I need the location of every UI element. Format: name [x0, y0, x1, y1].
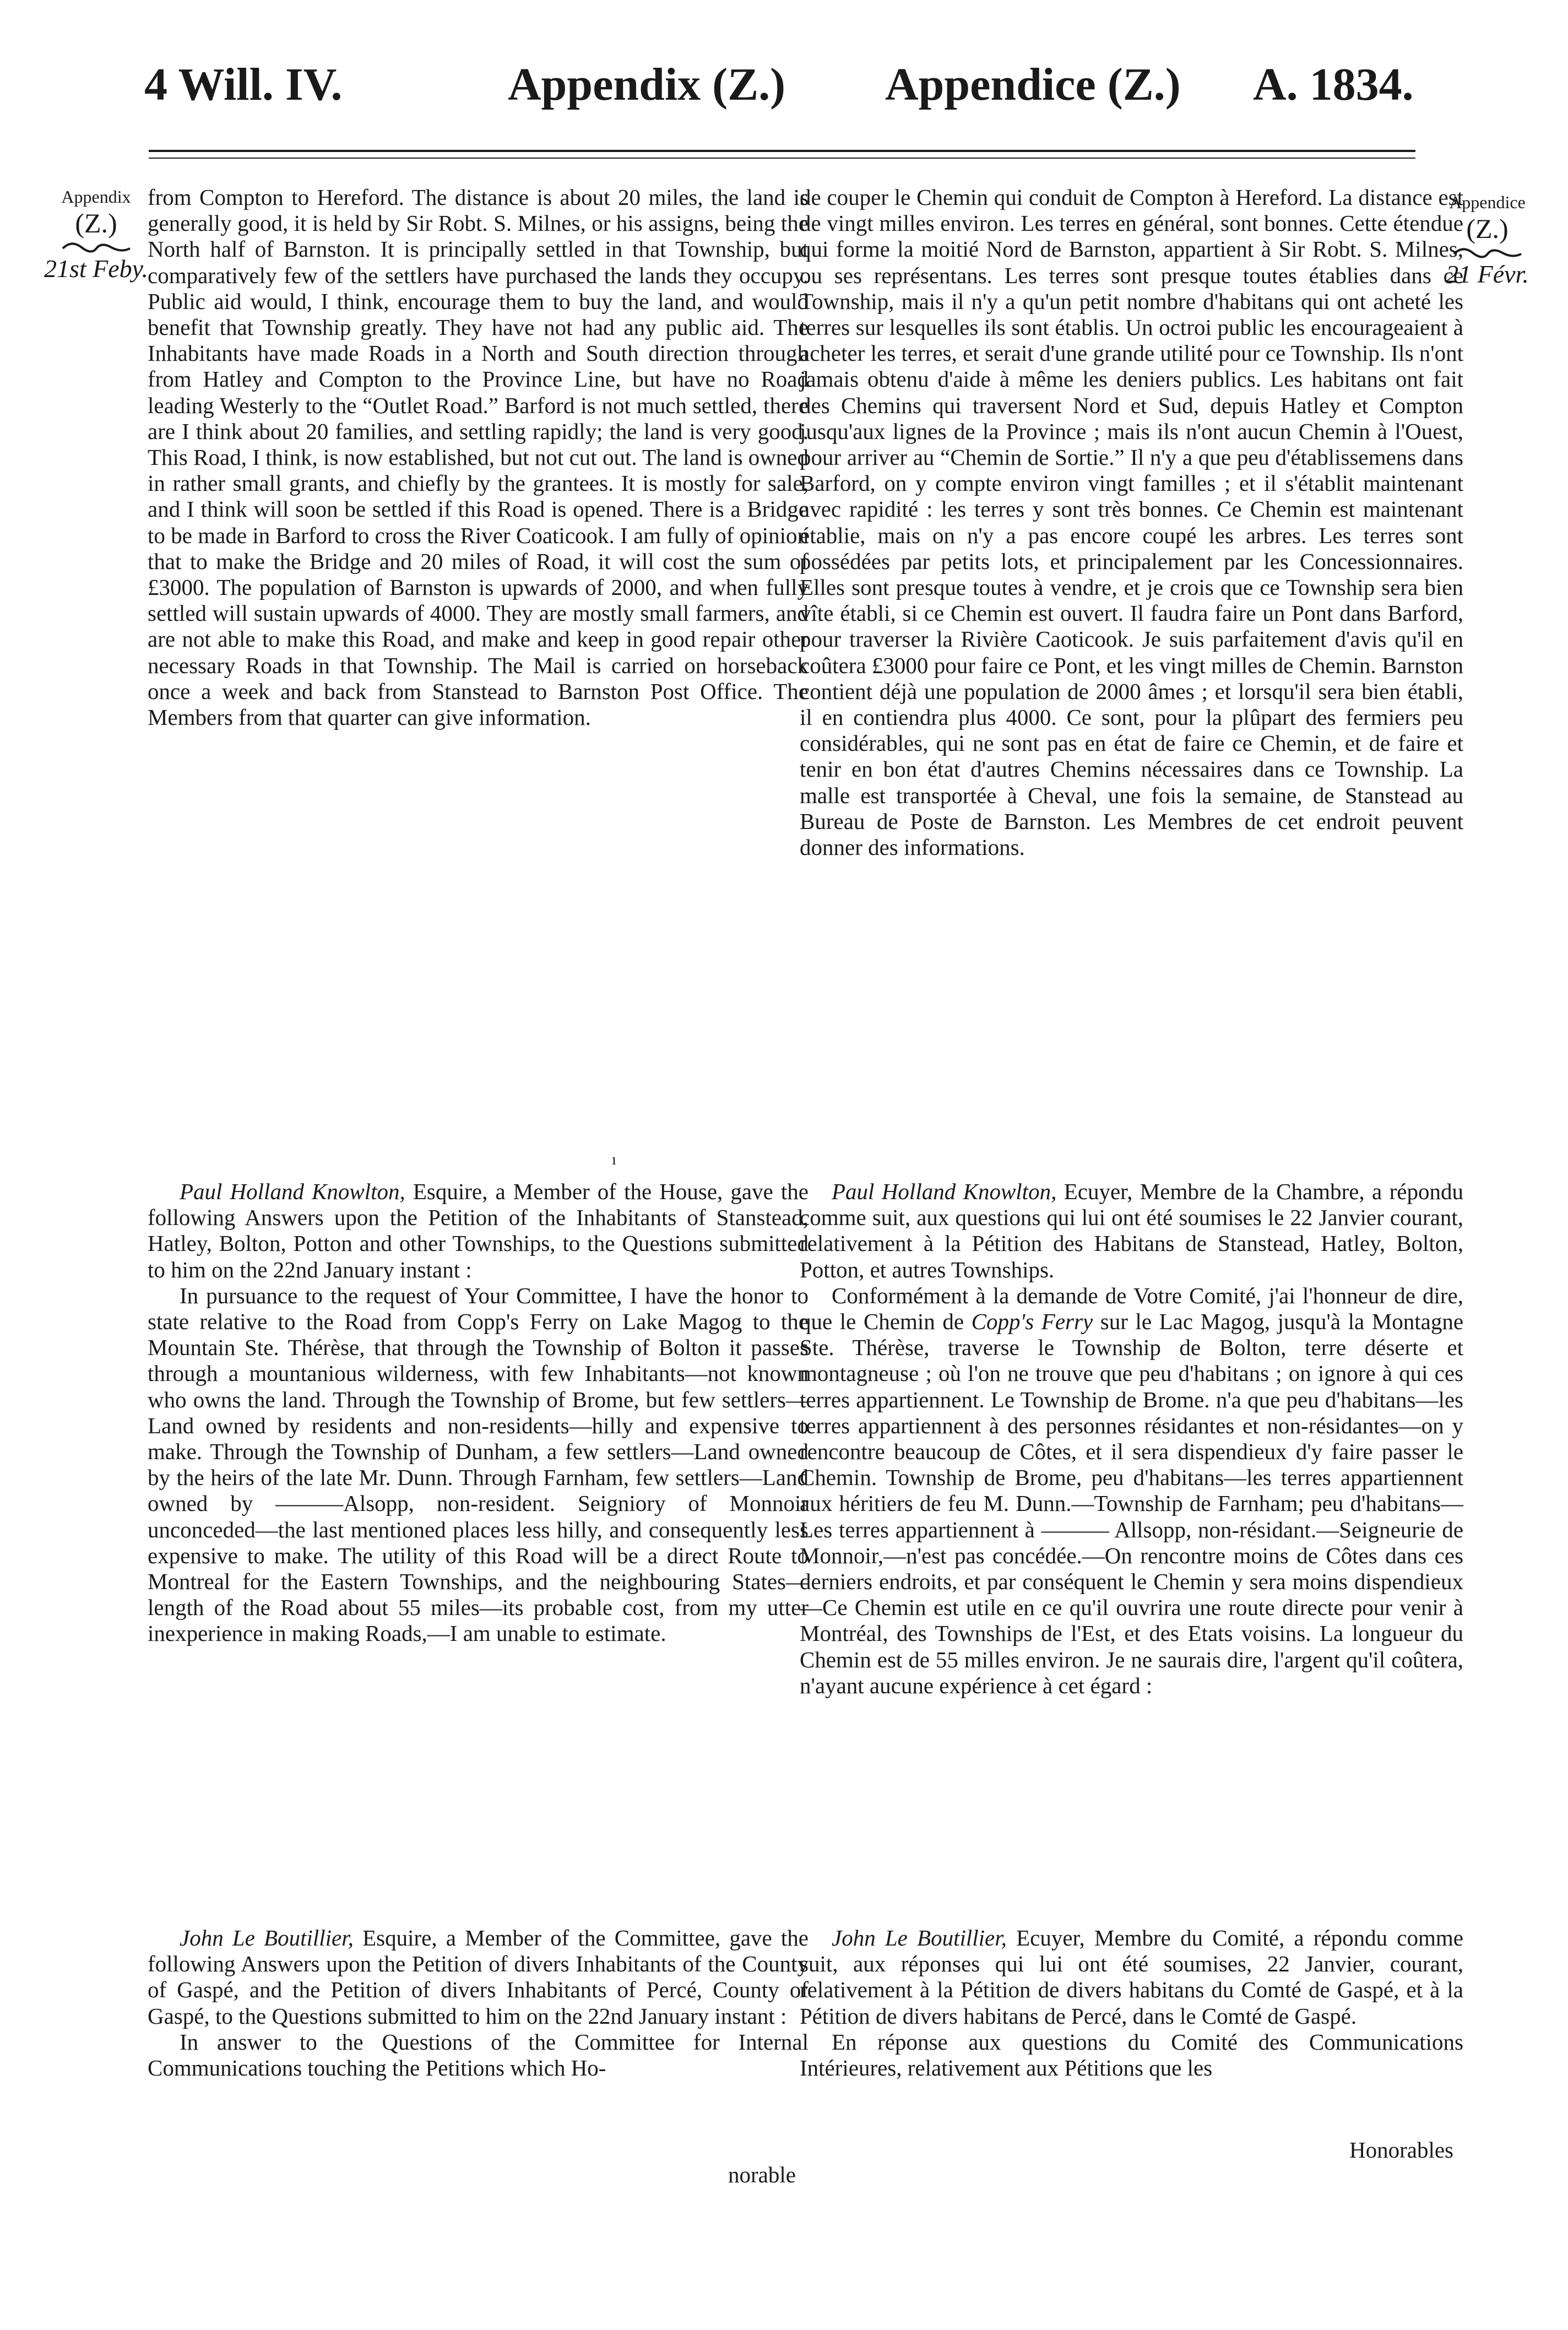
paragraph-text: Esquire, a Member of the House, gave the following Answers upon the Petition of the Inhabitants of Stanstead, Hatley, Bolton, Potton and other Townships, to the Questions submitted to him on the 22nd January instant : — [148, 1179, 809, 1282]
calendar-year: A. 1834. — [1253, 59, 1414, 110]
margin-label: Appendix — [61, 187, 131, 207]
speaker-name: Paul Holland Knowlton, — [832, 1179, 1057, 1204]
paragraph-text: Ecuyer, Membre du Comité, a répondu comme suit, aux réponses qui lui ont été soumises, 22 Janvier, courant, relativement à la Pétition de divers habitans du Comté de Gaspé, et à la Pétition de divers habitans de Percé, dans le Comté de Gaspé. — [800, 1925, 1463, 2029]
english-paragraph: In answer to the Questions of the Committee for Internal Communications touching the Petitions which Ho- — [148, 2029, 809, 2081]
speaker-name: John Le Boutillier, — [180, 1925, 354, 1950]
english-paragraph — [148, 1925, 809, 2029]
english-paragraph: In pursuance to the request of Your Committee, I have the honor to state relative to the Road from Copp's Ferry on Lake Magog to the Mountain Ste. Thérèse, that through the Township of Bolton it passes through a mountanious wilderness, with few Inhabitants—not known who owns the land. Through the Township of Brome, but few settlers—Land owned by residents and non-residents—hilly and expensive to make. Through the Township of Dunham, a few settlers—Land owned by the heirs of the late Mr. Dunn. Through Farnham, few settlers—Land owned by ———Alsopp, non-resident. Seigniory of Monnoir unconceded—the last mentioned places less hilly, and consequently less expensive to make. The utility of this Road will be a direct Route to Montreal for the Eastern Townships, and the neighbouring States—length of the Road about 55 miles—its probable cost, from my utter inexperience in making Roads,—I am unable to estimate. — [148, 1282, 809, 1646]
margin-date: 21st Feby. — [44, 254, 149, 283]
margin-appendix-letter: (Z.) — [1466, 213, 1509, 244]
english-paragraph — [148, 1179, 809, 1283]
french-paragraph: En réponse aux questions du Comité des Communications Intérieures, relativement aux Pétitions que les — [800, 2029, 1463, 2081]
paragraph-text: Conformément à la demande de Votre Comité, j'ai l'honneur de dire, que le Chemin de — [800, 1282, 1463, 1335]
english-column-block-3 — [148, 1925, 809, 2081]
french-column-block-1 — [800, 185, 1463, 860]
english-column-block-2 — [148, 1179, 809, 1647]
margin-note-left — [40, 185, 153, 284]
appendix-title-french: Appendice (Z.) — [885, 59, 1181, 110]
french-column-block-2 — [800, 1179, 1463, 1699]
page-header — [0, 58, 1568, 124]
stray-mark: ı — [612, 1151, 616, 1168]
english-paragraph: from Compton to Hereford. The distance is about 20 miles, the land is generally good, it is held by Sir Robt. S. Milnes, or his assigns, being the North half of Barnston. It is principally settled in that Township, but comparatively few of the settlers have purchased the lands they occupy. Public aid would, I think, encourage them to buy the land, and would benefit that Township greatly. They have not had any public aid. The Inhabitants have made Roads in a North and South direction through from Hatley and Compton to the Province Line, but have no Road leading Westerly to the “Outlet Road.” Barford is not much settled, there are I think about 20 families, and settling rapidly; the land is very good. This Road, I think, is now established, but not cut out. The land is owned in rather small grants, and chiefly by the grantees. It is mostly for sale, and I think will soon be settled if this Road is opened. There is a Bridge to be made in Barford to cross the River Coaticook. I am fully of opinion that to make the Bridge and 20 miles of Road, it will cost the sum of £3000. The population of Barnston is upwards of 2000, and when fully settled will sustain upwards of 4000. They are mostly small farmers, and are not able to make this Road, and make and keep in good repair other necessary Roads in that Township. The Mail is carried on horseback once a week and back from Stanstead to Barnston Post Office. The Members from that quarter can give information. — [148, 185, 809, 730]
margin-label: Appendice — [1449, 192, 1526, 212]
header-rule-thin — [149, 158, 1415, 159]
french-paragraph: de couper le Chemin qui conduit de Compton à Hereford. La distance est de vingt milles environ. Les terres en général, sont bonnes. Cette étendue qui forme la moitié Nord de Barnston, appartient à Sir Robt. S. Milnes, ou ses représentans. Les terres sont presque toutes établies dans ce Township, mais il n'y a qu'un petit nombre d'habitans qui ont acheté les terres sur lesquelles ils sont établis. Un octroi public les encourageaient à acheter les terres, et serait d'une grande utilité pour ce Township. Ils n'ont jamais obtenu d'aide à même les deniers publics. Les habitans ont fait des Chemins qui traversent Nord et Sud, depuis Hatley et Compton jusqu'aux lignes de la Province ; mais ils n'ont aucun Chemin à l'Ouest, pour arriver au “Chemin de Sortie.” Il n'y a que peu d'établissemens dans Barford, on y compte environ vingt familles ; et il s'établit maintenant avec rapidité : les terres y sont très bonnes. Ce Chemin est maintenant établie, mais on n'y a pas encore coupé les arbres. Les terres sont possédées par petits lots, et principalement par les Concessionnaires. Elles sont presque toutes à vendre, et je crois que ce Township sera bien vîte établi, si ce Chemin est ouvert. Il faudra faire un Pont dans Barford, pour traverser la Rivière Caoticook. Je suis parfaitement d'avis qu'il en coûtera £3000 pour faire ce Pont, et les vingt milles de Chemin. Barnston contient déjà une population de 2000 âmes ; et lorsqu'il sera bien établi, il en contiendra plus 4000. Ce sont, pour la plûpart des fermiers peu considérables, qui ne sont pas en état de faire ce Chemin, et de faire et tenir en bon état d'autres Chemins nécessaires dans ce Township. La malle est transportée à Cheval, une fois la semaine, de Stanstead au Bureau de Poste de Barnston. Les Membres de cet endroit peuvent donner des informations. — [800, 185, 1463, 860]
paragraph-text: sur le Lac Magog, jusqu'à la Montagne Ste. Thérèse, traverse le Township de Bolton, terre déserte et montagneuse ; où l'on ne trouve que peu d'habitans ; on ignore à qui ces terres appartiennent. Le Township de Brome. n'a que peu d'habitans—les terres appartiennent à des personnes résidantes et non-résidantes—on y rencontre beaucoup de Côtes, et il sera dispendieux d'y faire passer le Chemin. Township de Brome, peu d'habitans—les terres appartiennent aux héritiers de feu M. Dunn.—Township de Farnham; peu d'habitans—Les terres appartiennent à ——— Allsopp, non-résidant.—Seigneurie de Monnoir,—n'est pas concédée.—On rencontre moins de Côtes dans ces derniers endroits, et par conséquent le Chemin y sera moins dispendieux —Ce Chemin est utile en ce qu'il ouvrira une route directe pour venir à Montréal, des Townships de l'Est, et des Etats voisins. La longueur du Chemin est de 55 milles environ. Je ne saurais dire, l'argent qu'il coûtera, n'ayant aucune expérience à cet égard : — [800, 1309, 1464, 1698]
place-name: Copp's Ferry — [971, 1309, 1093, 1335]
french-paragraph — [800, 1179, 1463, 1283]
catchword: Honorables — [1349, 2137, 1454, 2163]
french-column-block-3 — [800, 1925, 1463, 2081]
paragraph-text: Ecuyer, Membre de la Chambre, a répondu comme suit, aux questions qui lui ont été soumises le 22 Janvier courant, relativement à la Pétition des Habitans de Stanstead, Hatley, Bolton, Potton, et autres Townships. — [800, 1179, 1463, 1282]
margin-date: 21 Févr. — [1446, 260, 1529, 288]
appendix-title-english: Appendix (Z.) — [508, 59, 786, 110]
flourish-ornament — [61, 239, 132, 254]
french-paragraph — [800, 1283, 1463, 1699]
french-paragraph — [800, 1925, 1463, 2029]
regnal-year: 4 Will. IV. — [144, 59, 343, 110]
catchword: norable — [728, 2162, 796, 2187]
paragraph-text: Esquire, a Member of the Committee, gave the following Answers upon the Petition of divers Inhabitants of the County of Gaspé, and the Petition of divers Inhabitants of Percé, County of Gaspé, to the Questions submitted to him on the 22nd January instant : — [148, 1925, 809, 2029]
margin-appendix-letter: (Z.) — [75, 208, 117, 239]
speaker-name: Paul Holland Knowlton, — [180, 1179, 405, 1204]
english-column-block-1 — [148, 185, 809, 730]
speaker-name: John Le Boutillier, — [832, 1925, 1007, 1950]
header-rule — [149, 150, 1415, 152]
